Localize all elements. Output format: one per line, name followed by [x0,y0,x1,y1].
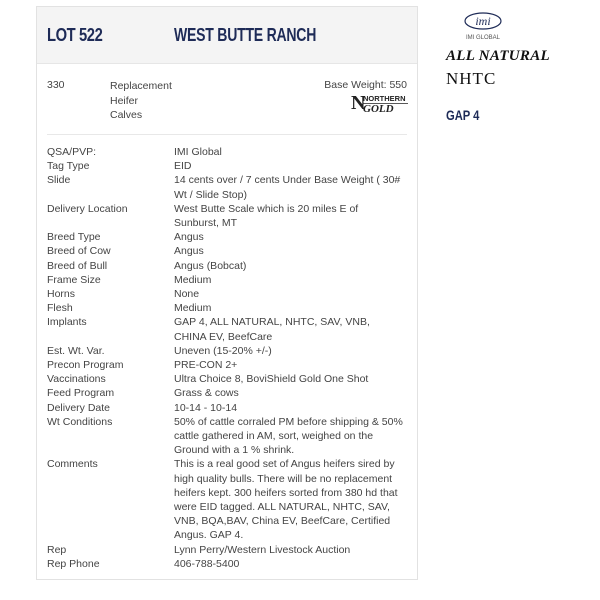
head-count: 330 [47,79,65,91]
detail-value: Medium [174,302,212,315]
detail-value: Ultra Choice 8, BoviShield Gold One Shot [174,373,369,386]
detail-row [47,287,409,301]
detail-row [47,344,409,358]
svg-text:N: N [351,92,366,114]
detail-row [47,145,409,159]
lot-summary [37,71,417,131]
detail-value: Angus [174,231,204,244]
detail-row [47,358,409,372]
imi-global-logo [445,4,521,44]
detail-value: Lynn Perry/Western Livestock Auction [174,543,351,556]
detail-row [47,202,409,230]
detail-row [47,315,409,343]
detail-row [47,557,409,571]
lot-card [36,6,418,580]
detail-value: Angus (Bobcat) [174,259,247,272]
detail-row [47,173,409,201]
lot-details [47,145,409,571]
detail-value: IMI Global [174,146,222,158]
detail-row [47,159,409,173]
detail-label: Rep Phone [47,557,100,570]
detail-value: EID [174,160,192,173]
detail-label: Horns [47,288,76,301]
detail-label: Tag Type [47,160,90,173]
detail-row [47,386,409,400]
detail-row [47,259,409,273]
base-weight: Base Weight: 550 [324,79,407,91]
detail-value: Grass & cows [174,387,239,400]
detail-label: Breed Type [47,231,101,244]
detail-value: Uneven (15-20% +/-) [174,344,272,357]
ranch-name: WEST BUTTE RANCH [174,25,317,45]
detail-row [47,273,409,287]
detail-row [47,543,409,557]
detail-label: Comments [47,458,98,471]
detail-value: PRE-CON 2+ [174,359,238,372]
detail-label: QSA/PVP: [47,146,97,158]
detail-label: Breed of Bull [47,259,108,272]
detail-row [47,415,409,458]
description-line: Heifer [110,94,139,107]
all-natural-label: ALL NATURAL [446,48,551,64]
divider [47,134,407,135]
description-line: Replacement [110,80,172,92]
detail-label: Implants [47,316,87,329]
detail-row [47,244,409,258]
logo-line-1: NORTHERN [363,94,406,103]
detail-row [47,401,409,415]
gap-label: GAP 4 [446,107,480,123]
detail-label: Est. Wt. Var. [47,344,105,357]
detail-value: 10-14 - 10-14 [174,401,238,414]
imi-mark: imi [475,14,491,28]
detail-label: Rep [47,543,67,556]
detail-value: Angus [174,245,204,258]
detail-label: Delivery Date [47,401,111,414]
detail-value: 406-788-5400 [174,557,240,570]
detail-value: None [174,288,200,301]
lot-header [37,7,417,64]
detail-row [47,457,409,542]
detail-row [47,230,409,244]
lot-number: LOT 522 [47,25,103,45]
detail-label: Flesh [47,302,73,315]
northern-gold-logo [350,92,410,116]
detail-label: Feed Program [47,387,115,400]
detail-value: 50% of cattle corraled PM before shipping & 50% cattle gathered in AM, sort, weighed on the Ground with a 1 % shrink. [174,415,403,457]
detail-label: Vaccinations [47,373,106,386]
detail-value: West Butte Scale which is 20 miles E of Sunburst, MT [174,202,359,230]
description-line: Calves [110,109,143,121]
logo-line-2: GOLD [363,103,394,115]
detail-label: Breed of Cow [47,245,111,258]
detail-value: GAP 4, ALL NATURAL, NHTC, SAV, VNB, CHINA EV, BeefCare [174,316,370,343]
detail-label: Slide [47,174,71,187]
detail-label: Precon Program [47,359,124,372]
detail-row [47,372,409,386]
nhtc-label: NHTC [446,69,497,88]
detail-label: Frame Size [47,273,101,286]
imi-caption: IMI GLOBAL [465,35,501,41]
detail-value: Medium [174,273,212,286]
detail-label: Delivery Location [47,202,128,215]
detail-label: Wt Conditions [47,415,113,428]
detail-value: 14 cents over / 7 cents Under Base Weight ( 30# Wt / Slide Stop) [174,174,401,201]
cattle-description [110,79,172,123]
detail-row [47,301,409,315]
detail-value: This is a real good set of Angus heifers sired by high quality bulls. There will be no replacement heifers kept. 300 heifers sorted from 380 hd that were EID tagged. ALL NATURAL, NHTC, SAV, VNB, BQA,BAV, China EV, BeefCare, Certified Angus. GAP 4. [174,458,398,542]
